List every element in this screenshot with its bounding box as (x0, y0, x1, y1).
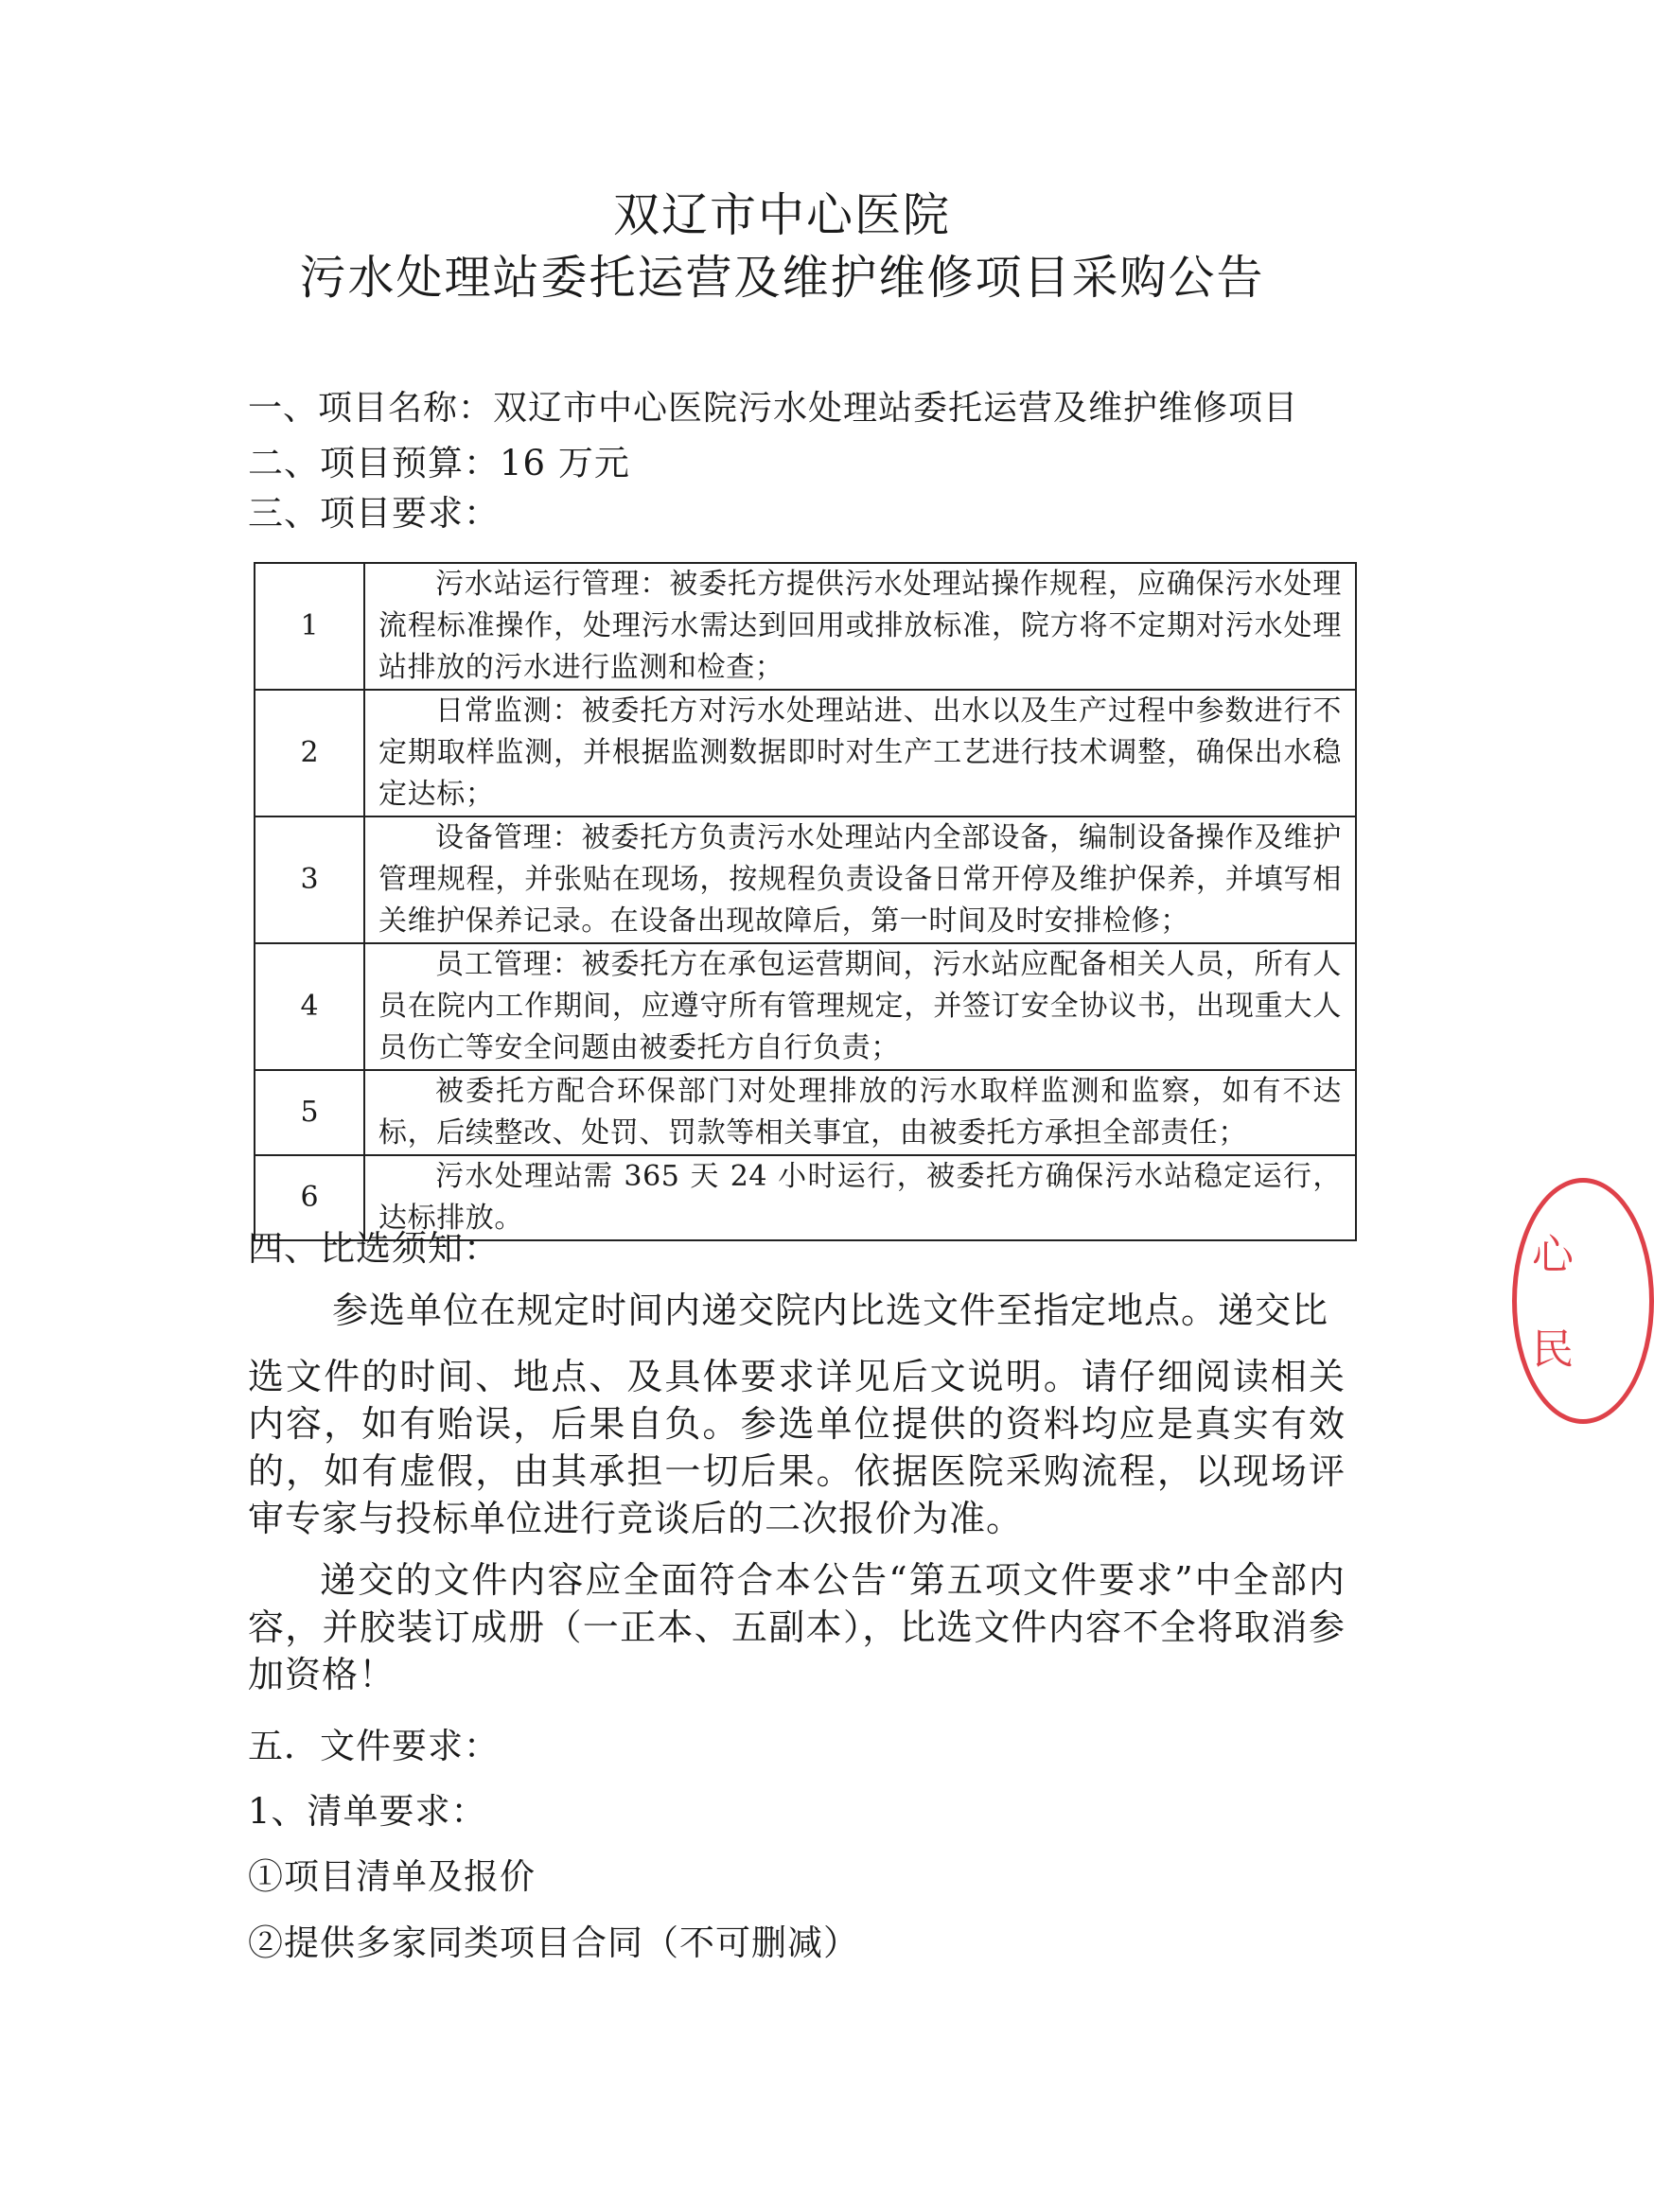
table-row (255, 943, 1356, 1070)
official-seal (1512, 1178, 1654, 1424)
section-requirements-heading: 三、项目要求： (248, 493, 500, 534)
row-text: 日常监测：被委托方对污水处理站进、出水以及生产过程中参数进行不定期取样监测，并根据监测数据即时对生产工艺进行技术调整，确保出水稳定达标； (378, 694, 1342, 811)
table-row (255, 563, 1356, 690)
row-text: 被委托方配合环保部门对处理排放的污水取样监测和监察，如有不达标，后续整改、处罚、罚款等相关事宜，由被委托方承担全部责任； (378, 1075, 1342, 1150)
section-project-name: 一、项目名称：双辽市中心医院污水处理站委托运营及维护维修项目 (248, 389, 1299, 428)
row-number: 5 (255, 1070, 364, 1155)
row-number: 2 (255, 690, 364, 816)
row-text: 设备管理：被委托方负责污水处理站内全部设备，编制设备操作及维护管理规程，并张贴在现场，按规程负责设备日常开停及维护保养，并填写相关维护保养记录。在设备出现故障后，第一时间及时安排检修； (378, 821, 1342, 938)
seal-char: 民 (1532, 1325, 1574, 1374)
list-item: ②提供多家同类项目合同（不可删减） (248, 1922, 859, 1963)
row-text: 员工管理：被委托方在承包运营期间，污水站应配备相关人员，所有人员在院内工作期间，应遵守所有管理规定，并签订安全协议书，出现重大人员伤亡等安全问题由被委托方自行负责； (378, 948, 1342, 1064)
submission-paragraph: 递交的文件内容应全面符合本公告“第五项文件要求”中全部内容，并胶装订成册（一正本、五副本），比选文件内容不全将取消参加资格！ (248, 1559, 1346, 1695)
list-requirements-heading: 1、清单要求： (248, 1791, 487, 1832)
notice-paragraph-body: 选文件的时间、地点、及具体要求详见后文说明。请仔细阅读相关内容，如有贻误，后果自负。参选单位提供的资料均应是真实有效的，如有虚假，由其承担一切后果。依据医院采购流程，以现场评审专家与投标单位进行竞谈后的二次报价为准。 (248, 1356, 1346, 1539)
row-text: 污水处理站需 365 天 24 小时运行，被委托方确保污水站稳定运行，达标排放。 (378, 1160, 1342, 1235)
document-title-line1: 双辽市中心医院 (612, 188, 951, 242)
table-row (255, 816, 1356, 943)
row-number: 1 (255, 563, 364, 690)
section-budget: 二、项目预算：16 万元 (248, 443, 630, 483)
section-file-requirements-heading: 五．文件要求： (248, 1726, 500, 1766)
notice-paragraph-lead: 参选单位在规定时间内递交院内比选文件至指定地点。递交比 (332, 1290, 1329, 1331)
row-text: 污水站运行管理：被委托方提供污水处理站操作规程，应确保污水处理流程标准操作，处理污水需达到回用或排放标准，院方将不定期对污水处理站排放的污水进行监测和检查； (378, 568, 1342, 684)
table-row (255, 1070, 1356, 1155)
section-notice-heading: 四、比选须知： (248, 1228, 500, 1269)
seal-char: 心 (1532, 1231, 1574, 1279)
document-title-line2: 污水处理站委托运营及维护维修项目采购公告 (299, 251, 1265, 305)
row-number: 4 (255, 943, 364, 1070)
requirements-table (254, 562, 1357, 1241)
table-row (255, 690, 1356, 816)
list-item: ①项目清单及报价 (248, 1856, 536, 1897)
row-number: 3 (255, 816, 364, 943)
row-number: 6 (255, 1155, 364, 1240)
